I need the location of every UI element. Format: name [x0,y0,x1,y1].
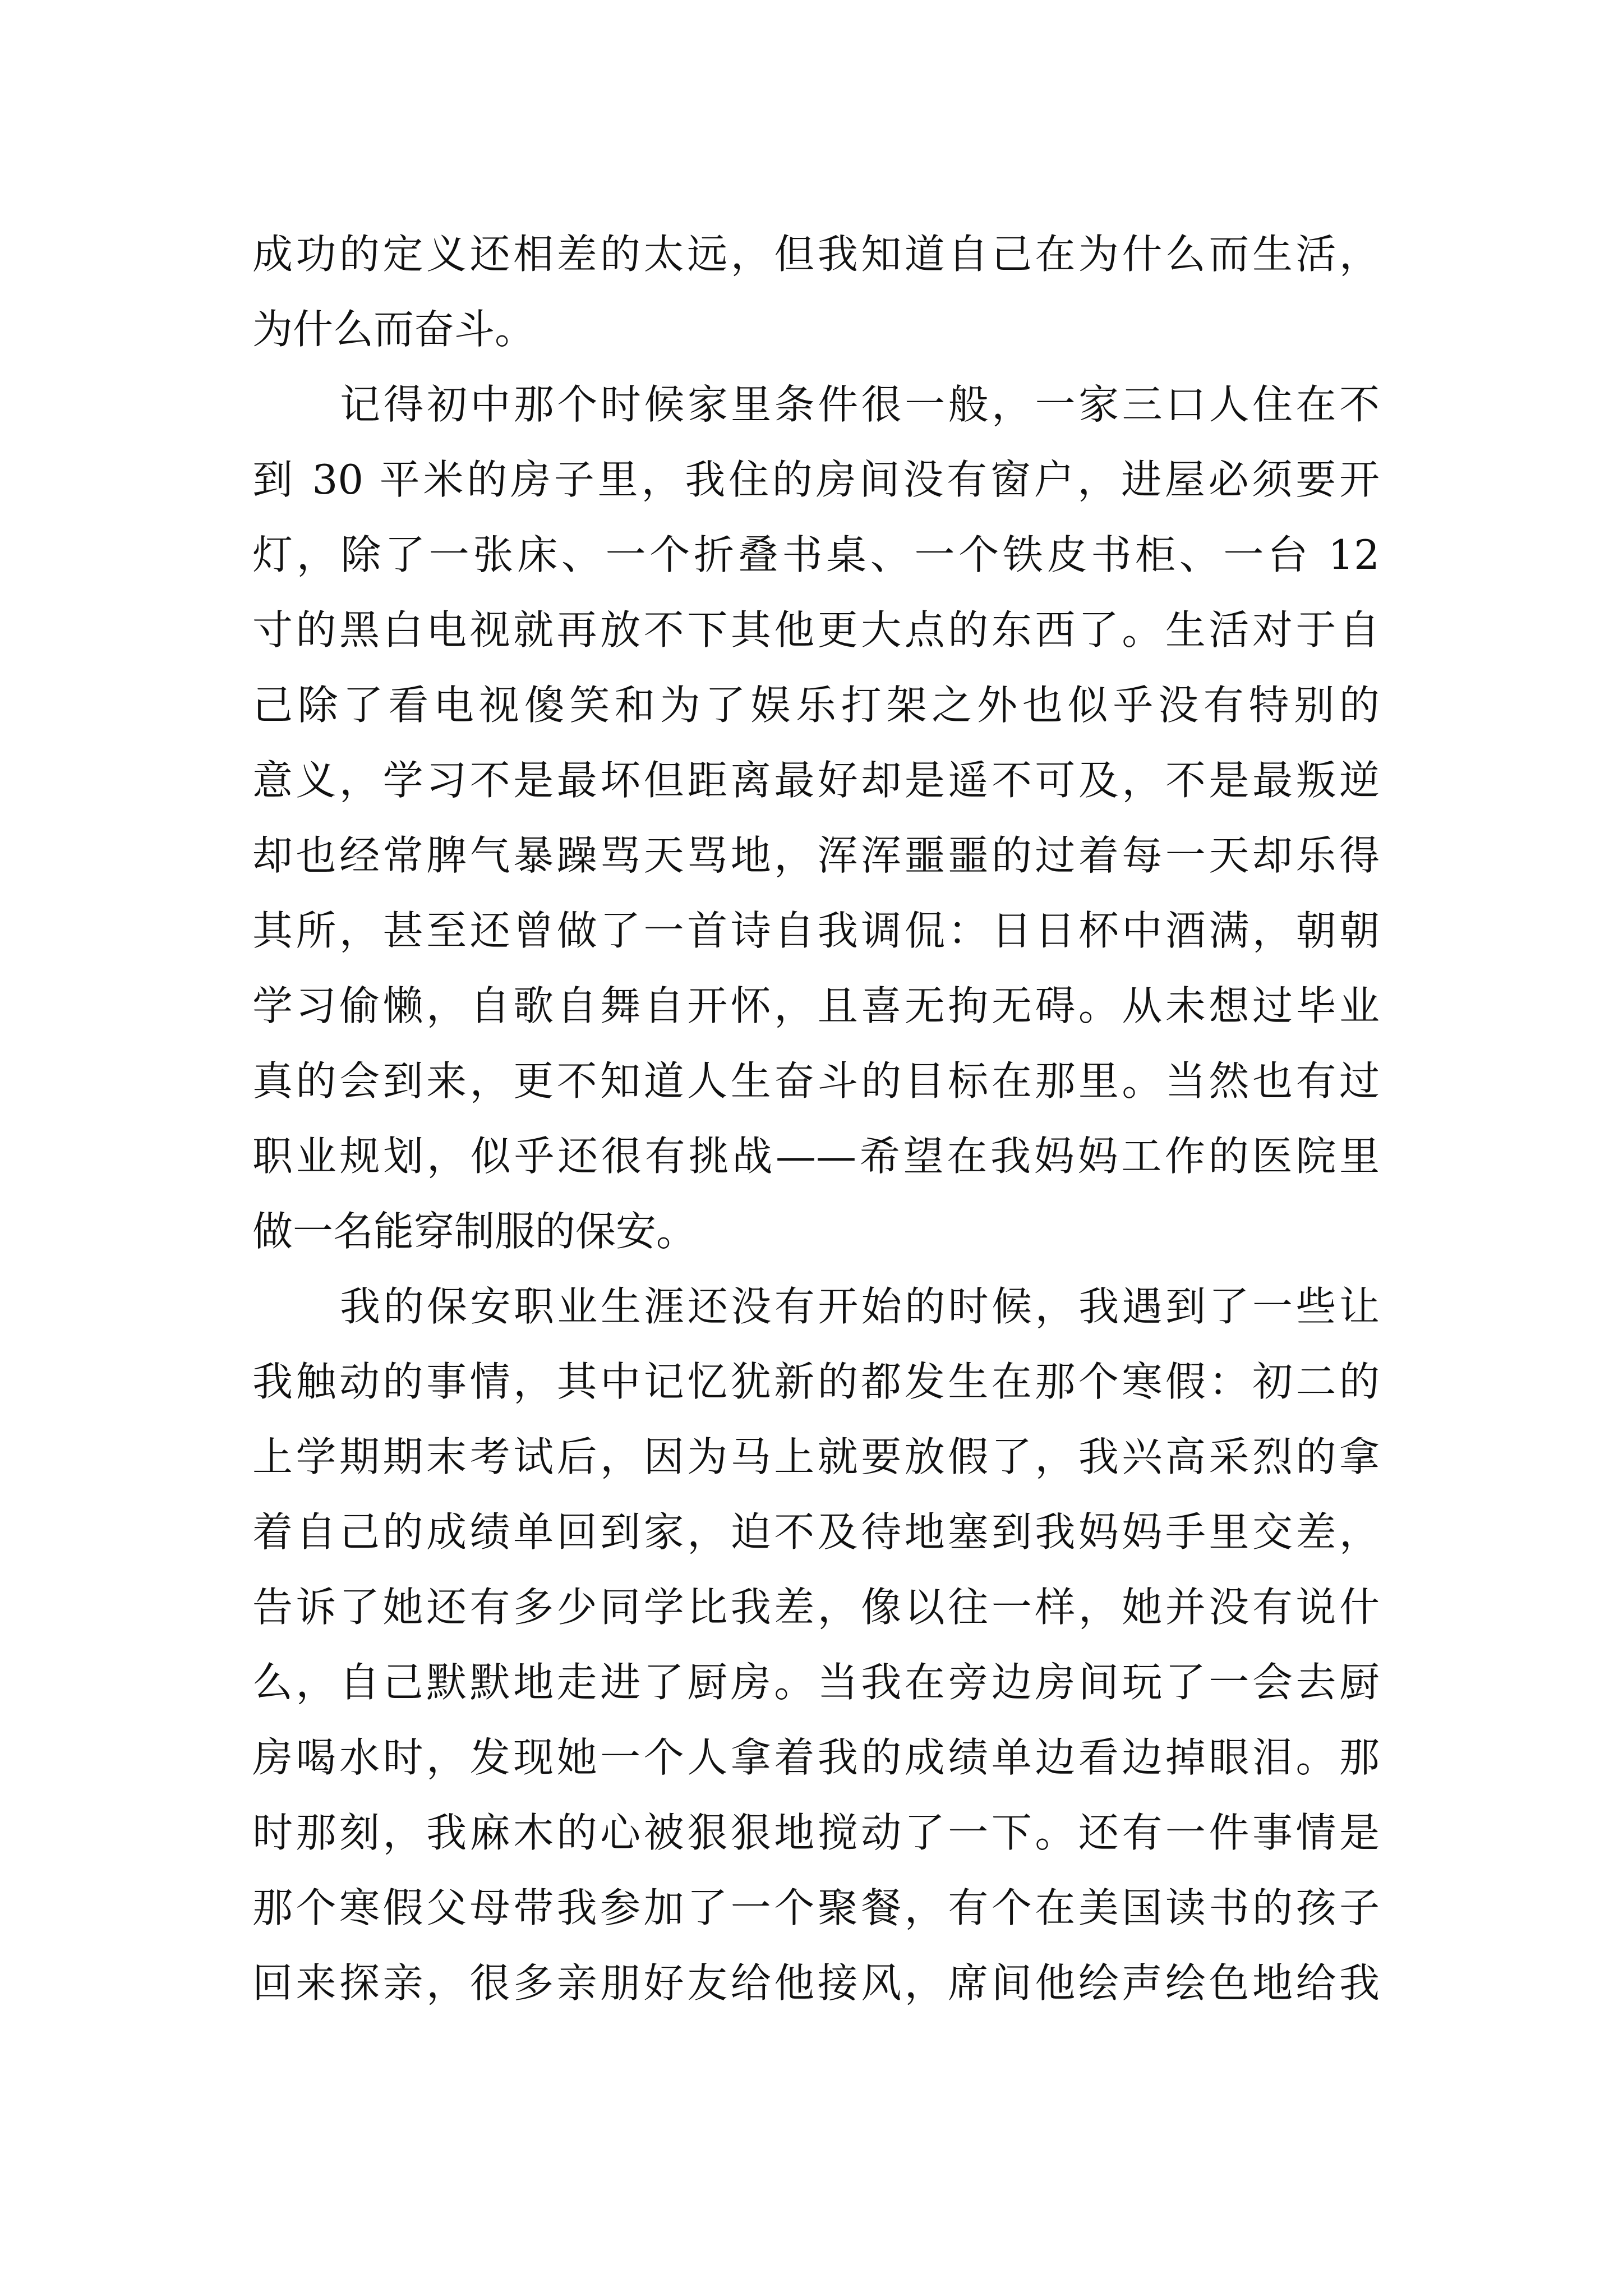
text-line: 到 30 平米的房子里，我住的房间没有窗户，进屋必须要开 [252,456,1380,503]
text-line: 却也经常脾气暴躁骂天骂地，浑浑噩噩的过着每一天却乐得 [252,832,1380,879]
text-line: 学习偷懒，自歌自舞自开怀，且喜无拘无碍。从未想过毕业 [252,982,1380,1029]
text-line: 房喝水时，发现她一个人拿着我的成绩单边看边掉眼泪。那 [252,1734,1380,1781]
text-line: 我触动的事情，其中记忆犹新的都发生在那个寒假：初二的 [252,1358,1380,1405]
text-line: 时那刻，我麻木的心被狠狠地搅动了一下。还有一件事情是 [252,1809,1380,1856]
text-line: 么，自己默默地走进了厨房。当我在旁边房间玩了一会去厨 [252,1659,1380,1706]
text-line: 那个寒假父母带我参加了一个聚餐，有个在美国读书的孩子 [252,1884,1380,1931]
text-line: 上学期期末考试后，因为马上就要放假了，我兴高采烈的拿 [252,1433,1380,1480]
text-line: 己除了看电视傻笑和为了娱乐打架之外也似乎没有特别的 [252,682,1380,729]
text-line: 回来探亲，很多亲朋好友给他接风，席间他绘声绘色地给我 [252,1959,1380,2007]
text-line: 做一名能穿制服的保安。 [252,1208,697,1255]
text-line: 着自己的成绩单回到家，迫不及待地塞到我妈妈手里交差， [252,1508,1380,1556]
paragraph-start-line: 记得初中那个时候家里条件很一般，一家三口人住在不 [340,381,1380,428]
paragraph-start-line: 我的保安职业生涯还没有开始的时候，我遇到了一些让 [340,1283,1380,1330]
text-line: 成功的定义还相差的太远，但我知道自己在为什么而生活， [252,231,1380,278]
text-line: 职业规划，似乎还很有挑战——希望在我妈妈工作的医院里 [252,1133,1380,1180]
text-line: 真的会到来，更不知道人生奋斗的目标在那里。当然也有过 [252,1057,1380,1105]
text-line: 其所，甚至还曾做了一首诗自我调侃：日日杯中酒满，朝朝 [252,907,1380,954]
text-line: 为什么而奋斗。 [252,306,536,353]
text-line: 寸的黑白电视就再放不下其他更大点的东西了。生活对于自 [252,606,1380,654]
text-line: 告诉了她还有多少同学比我差，像以往一样，她并没有说什 [252,1584,1380,1631]
text-line: 意义，学习不是最坏但距离最好却是遥不可及，不是最叛逆 [252,757,1380,804]
text-line: 灯，除了一张床、一个折叠书桌、一个铁皮书柜、一台 12 [252,531,1380,578]
